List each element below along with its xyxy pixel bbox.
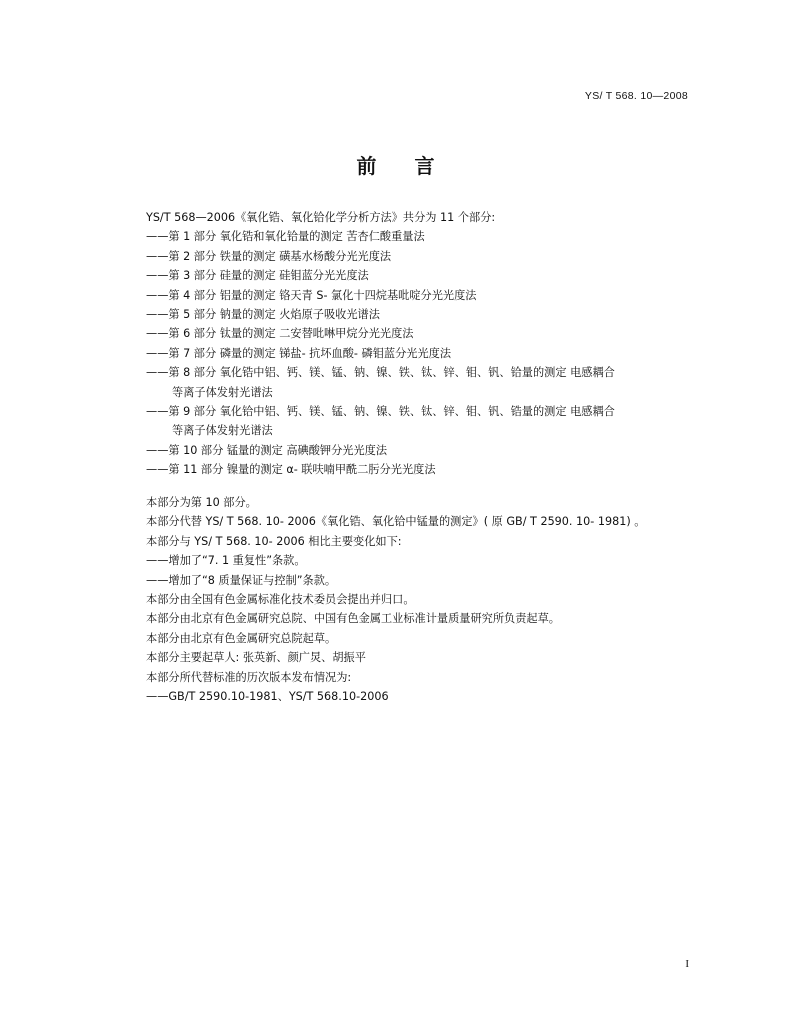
standard-code: YS/ T 568. 10—2008 xyxy=(584,90,688,102)
page-number: I xyxy=(685,958,689,970)
page-title xyxy=(0,150,791,179)
part-line: ——第 1 部分 氧化锆和氧化铪量的测定 苦杏仁酸重量法 xyxy=(146,230,425,244)
part-line: ——第 8 部分 氧化锆中铝、钙、镁、锰、钠、镍、铁、钛、锌、钼、钒、铪量的测定 电感耦合 xyxy=(146,366,615,380)
part-line: ——第 5 部分 钠量的测定 火焰原子吸收光谱法 xyxy=(146,308,380,322)
note-line: 本部分代替 YS/ T 568. 10- 2006《氧化锆、氧化铪中锰量的测定》( 原 GB/ T 2590. 10- 1981) 。 xyxy=(146,515,646,529)
part-line: ——第 6 部分 钛量的测定 二安替吡啉甲烷分光光度法 xyxy=(146,327,414,341)
note-line: 本部分主要起草人: 张英新、颜广炅、胡振平 xyxy=(146,651,366,665)
title-char-1: 前 xyxy=(356,154,377,178)
part-line: ——第 9 部分 氧化铪中铝、钙、镁、锰、钠、镍、铁、钛、锌、钼、钒、锆量的测定 电感耦合 xyxy=(146,405,615,419)
title-char-2: 言 xyxy=(414,154,435,178)
note-line: 本部分所代替标准的历次版本发布情况为: xyxy=(146,670,352,684)
note-line: ——增加了“8 质量保证与控制”条款。 xyxy=(146,573,337,587)
note-line: ——GB/T 2590.10-1981、YS/T 568.10-2006 xyxy=(146,690,389,704)
part-line-continuation: 等离子体发射光谱法 xyxy=(172,385,273,399)
note-line: 本部分由北京有色金属研究总院起草。 xyxy=(146,631,337,645)
part-line: ——第 2 部分 铁量的测定 磺基水杨酸分光光度法 xyxy=(146,249,392,263)
note-line: 本部分与 YS/ T 568. 10- 2006 相比主要变化如下: xyxy=(146,534,402,548)
intro-line: YS/T 568—2006《氧化锆、氧化铪化学分析方法》共分为 11 个部分: xyxy=(146,211,496,224)
part-line: ——第 3 部分 硅量的测定 硅钼蓝分光光度法 xyxy=(146,269,369,283)
part-line: ——第 7 部分 磷量的测定 锑盐- 抗坏血酸- 磷钼蓝分光光度法 xyxy=(146,346,452,360)
part-line: ——第 4 部分 铝量的测定 铬天青 S- 氯化十四烷基吡啶分光光度法 xyxy=(146,288,477,302)
note-line: 本部分由全国有色金属标准化技术委员会提出并归口。 xyxy=(146,593,415,607)
part-line: ——第 11 部分 镍量的测定 α- 联呋喃甲酰二肟分光光度法 xyxy=(146,463,436,477)
note-line: 本部分为第 10 部分。 xyxy=(146,496,257,509)
parts-section xyxy=(146,208,706,480)
notes-section xyxy=(146,493,706,706)
note-line: 本部分由北京有色金属研究总院、中国有色金属工业标准计量质量研究所负责起草。 xyxy=(146,612,560,626)
part-line: ——第 10 部分 锰量的测定 高碘酸钾分光光度法 xyxy=(146,443,388,457)
part-line-continuation: 等离子体发射光谱法 xyxy=(172,424,273,438)
note-line: ——增加了“7. 1 重复性”条款。 xyxy=(146,554,306,568)
